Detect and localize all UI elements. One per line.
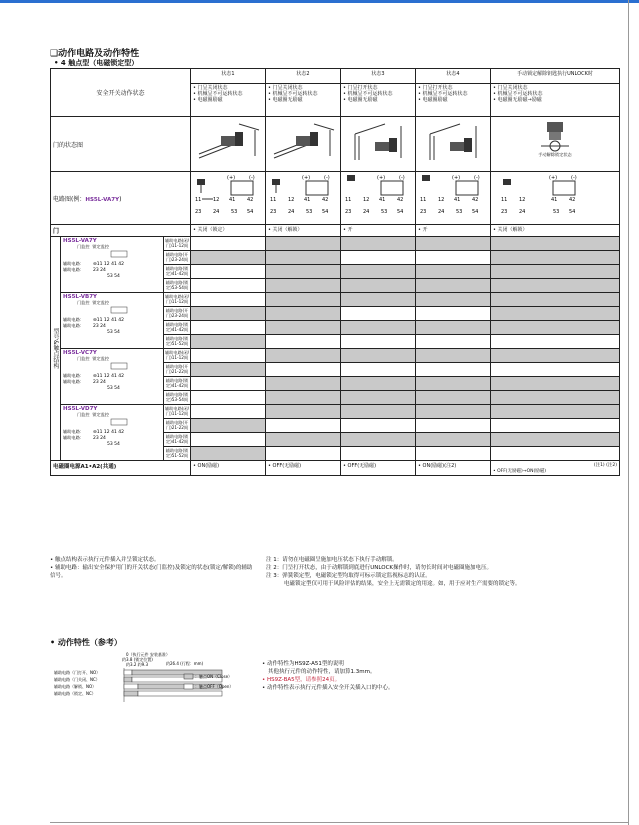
note-left-2: • 辅助电路：输出安全保护用门的开关状态(门监控)及锁定的状态(锁定/解锁)的辅助信号。 bbox=[50, 565, 253, 579]
door-value-manual: • 关闭（解锁） bbox=[491, 225, 620, 237]
contact-off-cell bbox=[416, 433, 491, 447]
contact-off-cell bbox=[491, 251, 620, 265]
svg-text:53 54: 53 54 bbox=[107, 274, 120, 279]
state-4-header: 状态4 bbox=[416, 69, 491, 84]
svg-text:23: 23 bbox=[270, 209, 277, 215]
svg-text:11: 11 bbox=[270, 197, 277, 203]
aux-circuit-label: 辅助电路(锁定)41-42间 bbox=[164, 377, 191, 391]
svg-text:23: 23 bbox=[345, 209, 352, 215]
svg-text:42: 42 bbox=[397, 197, 404, 203]
operating-characteristics-diagram bbox=[54, 650, 254, 716]
svg-text:⊖11 12 41 42: ⊖11 12 41 42 bbox=[93, 430, 124, 435]
aux-circuit-label: 辅助电路(开门)21-22间 bbox=[164, 419, 191, 433]
svg-text:54: 54 bbox=[472, 209, 479, 215]
op-label-stroke: 约26.4 (行程：mm) bbox=[166, 661, 204, 666]
manual-unlock-illustration bbox=[491, 117, 620, 172]
model-name: HS5L-VD7Y bbox=[63, 406, 98, 412]
contact-off-cell bbox=[491, 391, 620, 405]
aux-circuit-label: 辅助电路(锁定)41-42间 bbox=[164, 321, 191, 335]
contact-off-cell bbox=[491, 279, 620, 293]
door-value-4: • 开 bbox=[416, 225, 491, 237]
contact-on-cell bbox=[341, 307, 416, 321]
note-right-1: 注 1：请勿在电磁圈呈施加电压状态下执行手动解锁。 bbox=[266, 557, 398, 563]
door-state-3-illustration bbox=[341, 117, 416, 172]
contact-off-cell bbox=[191, 447, 266, 461]
contact-on-cell bbox=[341, 251, 416, 265]
svg-text:12: 12 bbox=[363, 197, 370, 203]
circuit-example-row bbox=[51, 172, 620, 225]
svg-text:53 54: 53 54 bbox=[107, 442, 120, 447]
svg-text:41: 41 bbox=[551, 197, 558, 203]
model-contact-diagram bbox=[63, 361, 159, 391]
contact-off-cell bbox=[416, 265, 491, 279]
contact-on-cell bbox=[191, 293, 266, 307]
svg-text:53: 53 bbox=[456, 209, 463, 215]
contact-off-cell bbox=[266, 251, 341, 265]
aux-line-2: 辅助电路： bbox=[63, 435, 84, 440]
manual-unlock-caption: 手动解除锁定状态 bbox=[538, 152, 572, 157]
aux-circuit-label: 辅助电路(开门)23-24间 bbox=[164, 307, 191, 321]
aux-circuit-label: 辅助电路(锁定)51-52间 bbox=[164, 335, 191, 349]
svg-text:⊖11 12 41 42: ⊖11 12 41 42 bbox=[93, 318, 124, 323]
contact-on-cell bbox=[491, 335, 620, 349]
svg-text:24: 24 bbox=[519, 209, 526, 215]
svg-text:54: 54 bbox=[397, 209, 404, 215]
contact-on-cell bbox=[266, 335, 341, 349]
model-contact-body bbox=[51, 237, 620, 461]
contact-on-cell bbox=[416, 363, 491, 377]
monitor-door-label: 门监控 bbox=[77, 244, 90, 249]
aux-circuit-label: 辅助电路(开门)23-24间 bbox=[164, 251, 191, 265]
op-label-top2: 约3.8 (锁定位置) bbox=[122, 657, 153, 662]
svg-text:23: 23 bbox=[501, 209, 508, 215]
contact-on-cell bbox=[191, 279, 266, 293]
coil-value-3: • OFF(无励磁) bbox=[341, 461, 416, 476]
svg-text:42: 42 bbox=[472, 197, 479, 203]
model-contact-diagram bbox=[63, 305, 159, 335]
svg-text:41: 41 bbox=[454, 197, 461, 203]
contact-off-cell bbox=[341, 405, 416, 419]
contact-off-cell bbox=[341, 279, 416, 293]
op-notes bbox=[262, 660, 394, 692]
contact-off-cell bbox=[491, 265, 620, 279]
coil-value-1: • ON(励磁) bbox=[191, 461, 266, 476]
monitor-lock-label: 锁定监控 bbox=[92, 300, 110, 305]
svg-text:53: 53 bbox=[553, 209, 560, 215]
aux-line-1: 辅助电路： bbox=[63, 373, 84, 378]
aux-line-2: 辅助电路： bbox=[63, 267, 84, 272]
aux-circuit-label: 辅助电路(闭/门)11-12间 bbox=[164, 405, 191, 419]
coil-value-4: • ON(励磁)(注2) bbox=[416, 461, 491, 476]
door-state-1-illustration bbox=[191, 117, 266, 172]
svg-text:23 24: 23 24 bbox=[93, 268, 106, 273]
contact-off-cell bbox=[341, 349, 416, 363]
contact-off-cell bbox=[191, 419, 266, 433]
contact-off-cell bbox=[341, 433, 416, 447]
op-note-2: 其他执行元件的动作特性，请加算1.3mm。 bbox=[268, 669, 376, 675]
op-row-4: 辅助电路（锁定、NC） bbox=[54, 691, 96, 696]
monitor-door-label: 门监控 bbox=[77, 356, 90, 361]
svg-text:53: 53 bbox=[231, 209, 238, 215]
contact-on-cell bbox=[416, 447, 491, 461]
operating-characteristics-title: • 动作特性（参考） bbox=[50, 638, 122, 647]
contact-on-cell bbox=[341, 447, 416, 461]
aux-circuit-label: 辅助电路(锁定)53-54间 bbox=[164, 279, 191, 293]
contact-on-cell bbox=[341, 363, 416, 377]
aux-line-1: 辅助电路： bbox=[63, 261, 84, 266]
contact-off-cell bbox=[266, 377, 341, 391]
contact-on-cell bbox=[416, 419, 491, 433]
contact-on-cell bbox=[191, 349, 266, 363]
model-contact-diagram bbox=[63, 417, 159, 447]
op-legend-off: ：触点OFF（Open） bbox=[195, 684, 234, 689]
coil-row bbox=[51, 461, 620, 476]
contact-on-cell bbox=[266, 447, 341, 461]
header-row bbox=[51, 69, 620, 84]
contact-on-cell bbox=[491, 363, 620, 377]
op-legend-on: ：触点ON（Close） bbox=[195, 674, 233, 679]
contact-off-cell bbox=[266, 405, 341, 419]
model-cell bbox=[61, 405, 164, 461]
svg-text:53 54: 53 54 bbox=[107, 386, 120, 391]
state-2-header: 状态2 bbox=[266, 69, 341, 84]
door-value-1: • 关闭（锁定） bbox=[191, 225, 266, 237]
state-3-desc: • 门呈打开状态 • 机械呈不可运转状态 • 电磁圈无励磁 bbox=[341, 84, 416, 117]
coil-value-manual bbox=[491, 461, 620, 476]
svg-text:54: 54 bbox=[322, 209, 329, 215]
model-cell bbox=[61, 237, 164, 293]
monitor-door-label: 门监控 bbox=[77, 412, 90, 417]
contact-row bbox=[51, 405, 620, 419]
aux-circuit-label: 辅助电路(开门)21-22间 bbox=[164, 363, 191, 377]
contact-off-cell bbox=[341, 237, 416, 251]
svg-text:24: 24 bbox=[438, 209, 445, 215]
aux-line-2: 辅助电路： bbox=[63, 323, 84, 328]
contact-on-cell bbox=[491, 447, 620, 461]
contact-off-cell bbox=[491, 293, 620, 307]
contact-off-cell bbox=[491, 237, 620, 251]
bottom-rule bbox=[50, 822, 628, 823]
operation-circuit-table bbox=[50, 68, 620, 476]
circuit-manual bbox=[491, 172, 620, 225]
circuit-state-4 bbox=[416, 172, 491, 225]
monitor-door-label: 门监控 bbox=[77, 300, 90, 305]
contact-off-cell bbox=[266, 307, 341, 321]
contact-on-cell bbox=[191, 237, 266, 251]
contact-off-cell bbox=[341, 293, 416, 307]
svg-text:(+): (+) bbox=[452, 175, 461, 181]
svg-text:(-): (-) bbox=[399, 175, 405, 181]
op-note-3: • HS9Z-BA5型，请参照24页。 bbox=[262, 677, 341, 683]
svg-text:24: 24 bbox=[363, 209, 370, 215]
svg-text:⊖11 12 41 42: ⊖11 12 41 42 bbox=[93, 262, 124, 267]
contact-off-cell bbox=[416, 293, 491, 307]
contact-on-cell bbox=[416, 335, 491, 349]
aux-circuit-label: 辅助电路(闭/门)11-12间 bbox=[164, 237, 191, 251]
contact-off-cell bbox=[266, 321, 341, 335]
aux-line-1: 辅助电路： bbox=[63, 317, 84, 322]
aux-circuit-label: 辅助电路(锁定)51-52间 bbox=[164, 447, 191, 461]
op-label-top3: 约3.2 约9.3 bbox=[126, 662, 148, 667]
svg-text:11: 11 bbox=[501, 197, 508, 203]
svg-text:11: 11 bbox=[420, 197, 427, 203]
svg-text:(+): (+) bbox=[302, 175, 311, 181]
model-name: HS5L-VA7Y bbox=[63, 238, 97, 244]
contact-on-cell bbox=[266, 419, 341, 433]
monitor-lock-label: 锁定监控 bbox=[92, 244, 110, 249]
state-4-desc: • 门呈打开状态 • 机械呈不可运转状态 • 电磁圈励磁 bbox=[416, 84, 491, 117]
contact-on-cell bbox=[191, 265, 266, 279]
contact-off-cell bbox=[416, 349, 491, 363]
contact-off-cell bbox=[341, 265, 416, 279]
contact-on-cell bbox=[416, 307, 491, 321]
contact-on-cell bbox=[191, 321, 266, 335]
sub-title: • 4 触点型（电磁锁定型） bbox=[54, 59, 139, 67]
model-contact-diagram bbox=[63, 249, 159, 279]
svg-text:(-): (-) bbox=[474, 175, 480, 181]
door-state-4-illustration bbox=[416, 117, 491, 172]
safety-switch-label: 安全开关动作状态 bbox=[51, 69, 191, 117]
contact-off-cell bbox=[266, 279, 341, 293]
svg-text:12: 12 bbox=[438, 197, 445, 203]
svg-text:(+): (+) bbox=[227, 175, 236, 181]
contact-off-cell bbox=[266, 433, 341, 447]
contact-row bbox=[51, 237, 620, 251]
contact-off-cell bbox=[416, 405, 491, 419]
contact-on-cell bbox=[416, 251, 491, 265]
state-1-header: 状态1 bbox=[191, 69, 266, 84]
aux-circuit-label: 辅助电路(锁定)41-42间 bbox=[164, 433, 191, 447]
coil-manual-value: • OFF(无励磁)→ON(励磁) bbox=[493, 469, 547, 474]
coil-note-tag: (注1) (注2) bbox=[593, 463, 617, 468]
notes-left bbox=[50, 556, 255, 580]
monitor-lock-label: 锁定监控 bbox=[92, 356, 110, 361]
op-chart-svg bbox=[54, 650, 254, 712]
op-row-2: 辅助电路（门关闭、NC） bbox=[54, 677, 100, 682]
contact-off-cell bbox=[416, 279, 491, 293]
contact-off-cell bbox=[191, 251, 266, 265]
contact-row bbox=[51, 349, 620, 363]
notes-right bbox=[266, 556, 566, 588]
circuit-state-1 bbox=[191, 172, 266, 225]
state-1-desc: • 门呈关闭状态 • 机械呈不可运转状态 • 电磁圈励磁 bbox=[191, 84, 266, 117]
door-row bbox=[51, 225, 620, 237]
contact-off-cell bbox=[491, 377, 620, 391]
contact-off-cell bbox=[341, 321, 416, 335]
contact-on-cell bbox=[341, 419, 416, 433]
door-value-3: • 开 bbox=[341, 225, 416, 237]
svg-text:54: 54 bbox=[569, 209, 576, 215]
svg-text:23 24: 23 24 bbox=[93, 436, 106, 441]
contact-off-cell bbox=[491, 321, 620, 335]
model-structure-label: 型号&触点结构 bbox=[51, 237, 61, 461]
contact-row bbox=[51, 293, 620, 307]
manual-unlock-header: 手动锁定解除钥匙执行UNLOCK时 bbox=[491, 69, 620, 84]
aux-circuit-label: 辅助电路(闭/门)11-12间 bbox=[164, 349, 191, 363]
svg-text:12: 12 bbox=[288, 197, 295, 203]
door-state-2-illustration bbox=[266, 117, 341, 172]
aux-line-1: 辅助电路： bbox=[63, 429, 84, 434]
door-state-row bbox=[51, 117, 620, 172]
contact-on-cell bbox=[191, 433, 266, 447]
svg-text:53: 53 bbox=[306, 209, 313, 215]
contact-on-cell bbox=[341, 335, 416, 349]
svg-text:24: 24 bbox=[288, 209, 295, 215]
model-name: HS5L-VC7Y bbox=[63, 350, 97, 356]
contact-off-cell bbox=[341, 391, 416, 405]
svg-text:12: 12 bbox=[519, 197, 526, 203]
section-title: ❑动作电路及动作特性 bbox=[50, 49, 140, 59]
svg-text:41: 41 bbox=[379, 197, 386, 203]
svg-text:(-): (-) bbox=[571, 175, 577, 181]
state-2-desc: • 门呈关闭状态 • 机械呈不可运转状态 • 电磁圈无励磁 bbox=[266, 84, 341, 117]
door-value-2: • 关闭（解锁） bbox=[266, 225, 341, 237]
contact-off-cell bbox=[341, 377, 416, 391]
contact-on-cell bbox=[491, 419, 620, 433]
contact-off-cell bbox=[191, 335, 266, 349]
note-right-3: 注 3：弹簧锁定型，电磁锁定型均取得可标示锁定监视标志的认证。 bbox=[266, 573, 431, 579]
svg-text:53: 53 bbox=[381, 209, 388, 215]
state-3-header: 状态3 bbox=[341, 69, 416, 84]
svg-text:23: 23 bbox=[195, 209, 202, 215]
contact-off-cell bbox=[491, 349, 620, 363]
contact-off-cell bbox=[491, 433, 620, 447]
contact-on-cell bbox=[266, 363, 341, 377]
contact-off-cell bbox=[191, 307, 266, 321]
svg-text:23 24: 23 24 bbox=[93, 324, 106, 329]
aux-circuit-label: 辅助电路(锁定)41-42间 bbox=[164, 265, 191, 279]
contact-off-cell bbox=[266, 391, 341, 405]
op-note-4: • 动作特性表示执行元件插入安全开关插入口的中心。 bbox=[262, 685, 394, 691]
contact-off-cell bbox=[491, 307, 620, 321]
svg-text:42: 42 bbox=[247, 197, 254, 203]
note-left-1: • 触点结构表示执行元件插入并呈锁定状态。 bbox=[50, 557, 160, 563]
contact-on-cell bbox=[191, 405, 266, 419]
right-border bbox=[628, 0, 629, 825]
svg-text:(+): (+) bbox=[377, 175, 386, 181]
circuit-state-3 bbox=[341, 172, 416, 225]
door-label: 门 bbox=[51, 225, 191, 237]
contact-off-cell bbox=[491, 405, 620, 419]
svg-text:54: 54 bbox=[247, 209, 254, 215]
svg-text:24: 24 bbox=[213, 209, 220, 215]
svg-text:(+): (+) bbox=[549, 175, 558, 181]
svg-text:(-): (-) bbox=[249, 175, 255, 181]
contact-off-cell bbox=[266, 349, 341, 363]
contact-on-cell bbox=[191, 391, 266, 405]
manual-desc: • 门呈关闭状态 • 机械呈不可运转状态 • 电磁圈无励磁→励磁 bbox=[491, 84, 620, 117]
op-row-3: 辅助电路（解锁、NO） bbox=[54, 684, 97, 689]
circuit-example-model: HS5L-VA7Y bbox=[85, 196, 120, 203]
svg-text:41: 41 bbox=[229, 197, 236, 203]
aux-circuit-label: 辅助电路(锁定)53-54间 bbox=[164, 391, 191, 405]
svg-text:(-): (-) bbox=[324, 175, 330, 181]
circuit-example-label: 电路图(例：HS5L-VA7Y) bbox=[51, 172, 191, 225]
model-name: HS5L-VB7Y bbox=[63, 294, 98, 300]
svg-text:42: 42 bbox=[569, 197, 576, 203]
note-right-4: 电磁锁定型仅可用于风险评估的结果，安全上无需锁定的用途。如，用于应对生产需要的锁定等。 bbox=[284, 581, 521, 587]
coil-label: 电磁圈电源A1•A2(共通) bbox=[51, 461, 191, 476]
note-right-2: 注 2：门呈打开状态，由于动解锁到底进行UNLOCK操作时，请勿长时间对电磁圈施加电压。 bbox=[266, 565, 493, 571]
contact-off-cell bbox=[416, 391, 491, 405]
model-cell bbox=[61, 293, 164, 349]
contact-off-cell bbox=[416, 321, 491, 335]
contact-off-cell bbox=[266, 265, 341, 279]
circuit-state-2 bbox=[266, 172, 341, 225]
op-row-1: 辅助电路（门打开、NO） bbox=[54, 670, 101, 675]
coil-value-2: • OFF(无励磁) bbox=[266, 461, 341, 476]
svg-text:41: 41 bbox=[304, 197, 311, 203]
aux-line-2: 辅助电路： bbox=[63, 379, 84, 384]
contact-off-cell bbox=[266, 237, 341, 251]
svg-text:11: 11 bbox=[195, 197, 202, 203]
svg-text:23: 23 bbox=[420, 209, 427, 215]
op-note-1: • 动作特性为HS9Z-A51型的说明 bbox=[262, 661, 344, 667]
aux-circuit-label: 辅助电路(闭/门)11-12间 bbox=[164, 293, 191, 307]
top-accent-bar bbox=[0, 0, 639, 3]
svg-text:12: 12 bbox=[213, 197, 220, 203]
contact-off-cell bbox=[416, 377, 491, 391]
contact-on-cell bbox=[191, 377, 266, 391]
contact-off-cell bbox=[191, 363, 266, 377]
svg-text:53 54: 53 54 bbox=[107, 330, 120, 335]
contact-off-cell bbox=[266, 293, 341, 307]
monitor-lock-label: 锁定监控 bbox=[92, 412, 110, 417]
svg-text:⊖11 12 41 42: ⊖11 12 41 42 bbox=[93, 374, 124, 379]
svg-text:42: 42 bbox=[322, 197, 329, 203]
contact-off-cell bbox=[416, 237, 491, 251]
svg-text:23 24: 23 24 bbox=[93, 380, 106, 385]
op-label-top1: 0（执行元件 安装基准） bbox=[126, 652, 170, 657]
svg-text:11: 11 bbox=[345, 197, 352, 203]
door-state-label: 门的状态图 bbox=[51, 117, 191, 172]
model-cell bbox=[61, 349, 164, 405]
